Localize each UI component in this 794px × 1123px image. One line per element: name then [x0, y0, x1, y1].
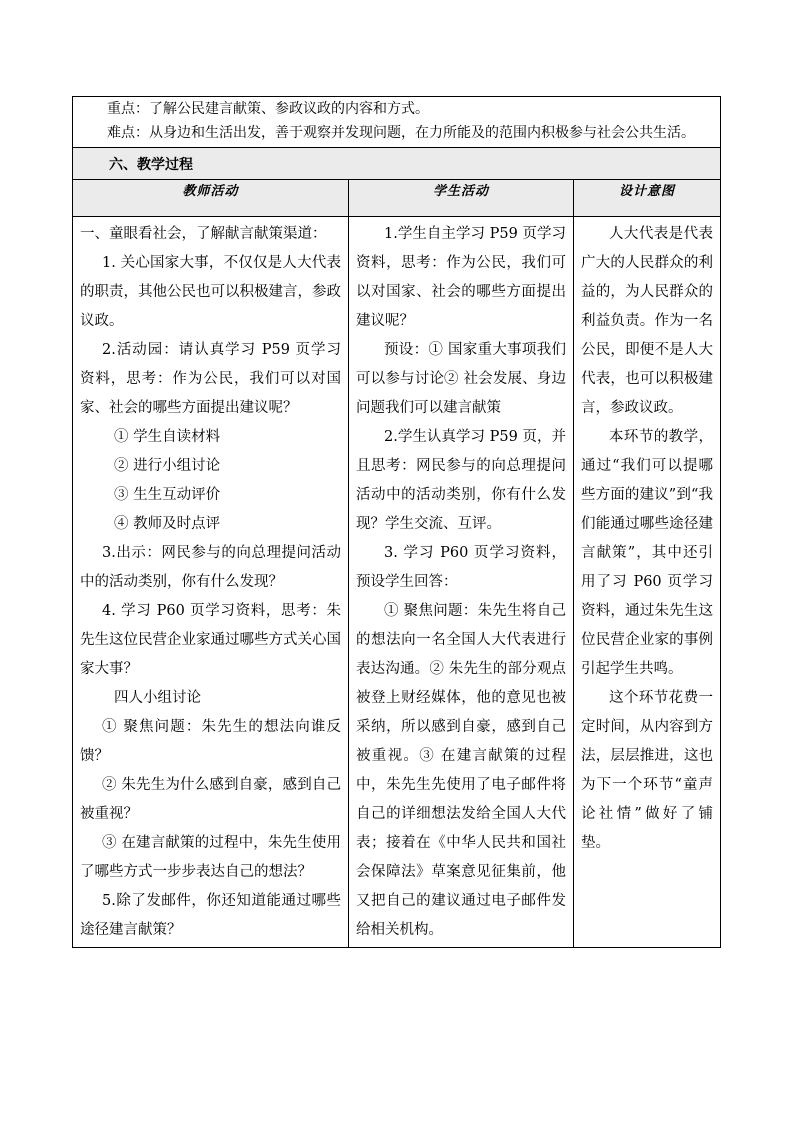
design-paragraph: 本环节的教学，通过“我们可以提哪些方面的建议”到“我们能通过哪些途径建言献策”，其中还引用了习 P60 页学习资料，通过朱先生这位民营企业家的事例引起学生共鸣。	[581, 429, 714, 677]
objectives-cell	[73, 97, 721, 148]
teacher-paragraph: 2.活动园：请认真学习 P59 页学习资料，思考：作为公民，我们可以对国家、社会的哪些方面提出建议呢？	[80, 342, 341, 416]
student-paragraph: 3. 学习 P60 页学习资料，预设学生回答：	[356, 545, 566, 590]
design-paragraph: 人大代表是代表广大的人民群众的利益的，为人民群众的利益负责。作为一名公民，即便不是人大代表，也可以积极建言，参政议政。	[581, 226, 714, 416]
teacher-list-item: ③ 生生互动评价	[114, 487, 221, 503]
teacher-paragraph: ② 朱先生为什么感到自豪，感到自己被重视？	[80, 777, 341, 822]
design-paragraph: 这个环节花费一定时间，从内容到方法，层层推进，这也为下一个环节“童声论社情”做好了铺垫。	[581, 690, 714, 851]
teacher-paragraph: 四人小组讨论	[114, 690, 201, 706]
student-paragraph: 预设：① 国家重大事项我们可以参与讨论② 社会发展、身边问题我们可以建言献策	[356, 342, 566, 416]
student-paragraph: ① 聚焦问题：朱先生将自己的想法向一名全国人大代表进行表达沟通。② 朱先生的部分观点被登上财经媒体，他的意见也被采纳，所以感到自豪，感到自己被重视。③ 在建言献策的过程中，朱先生先使用了电子邮件将自己的详细想法发给全国人大代表；接着在《中华人民共和国社会保障法》草案意见征集前，他又把自己的建议通过电子邮件发给相关机构。	[356, 603, 566, 938]
teacher-paragraph: 3.出示：网民参与的向总理提问活动中的活动类别，你有什么发现？	[80, 545, 341, 590]
difficulty-text: 难点：从身边和生活出发，善于观察并发现问题，在力所能及的范围内积极参与社会公共生活。	[107, 125, 695, 141]
design-intent-header: 设计意图	[574, 180, 721, 217]
student-activity-header: 学生活动	[349, 180, 574, 217]
teacher-paragraph: 4. 学习 P60 页学习资料，思考：朱先生这位民营企业家通过哪些方式关心国家大事？	[80, 603, 341, 677]
teacher-paragraph: ③ 在建言献策的过程中，朱先生使用了哪些方式一步步表达自己的想法？	[80, 835, 341, 880]
teacher-paragraph: ① 聚焦问题：朱先生的想法向谁反馈？	[80, 719, 341, 764]
teacher-list-item: ① 学生自读材料	[114, 429, 221, 445]
design-intent-cell	[574, 217, 721, 948]
teacher-step-title: 一、童眼看社会，了解献言献策渠道：	[80, 226, 327, 242]
student-activity-cell	[349, 217, 574, 948]
student-paragraph: 1.学生自主学习 P59 页学习资料，思考：作为公民，我们可以对国家、社会的哪些方面提出建议呢？	[356, 226, 566, 329]
key-point-text: 重点：了解公民建言献策、参政议政的内容和方式。	[107, 101, 429, 117]
student-paragraph: 2.学生认真学习 P59 页，并且思考：网民参与的向总理提问活动中的活动类别，你有什么发现？学生交流、互评。	[356, 429, 566, 532]
teacher-activity-cell	[73, 217, 349, 948]
lesson-plan-table	[72, 96, 721, 948]
teacher-paragraph: 5.除了发邮件，你还知道能通过哪些途径建言献策？	[80, 893, 341, 938]
teacher-list-item: ④ 教师及时点评	[114, 516, 221, 532]
teacher-paragraph: 1. 关心国家大事，不仅仅是人大代表的职责，其他公民也可以积极建言，参政议政。	[80, 255, 341, 329]
section-title: 六、教学过程	[73, 148, 721, 180]
teacher-activity-header: 教师活动	[73, 180, 349, 217]
teacher-list-item: ② 进行小组讨论	[114, 458, 221, 474]
